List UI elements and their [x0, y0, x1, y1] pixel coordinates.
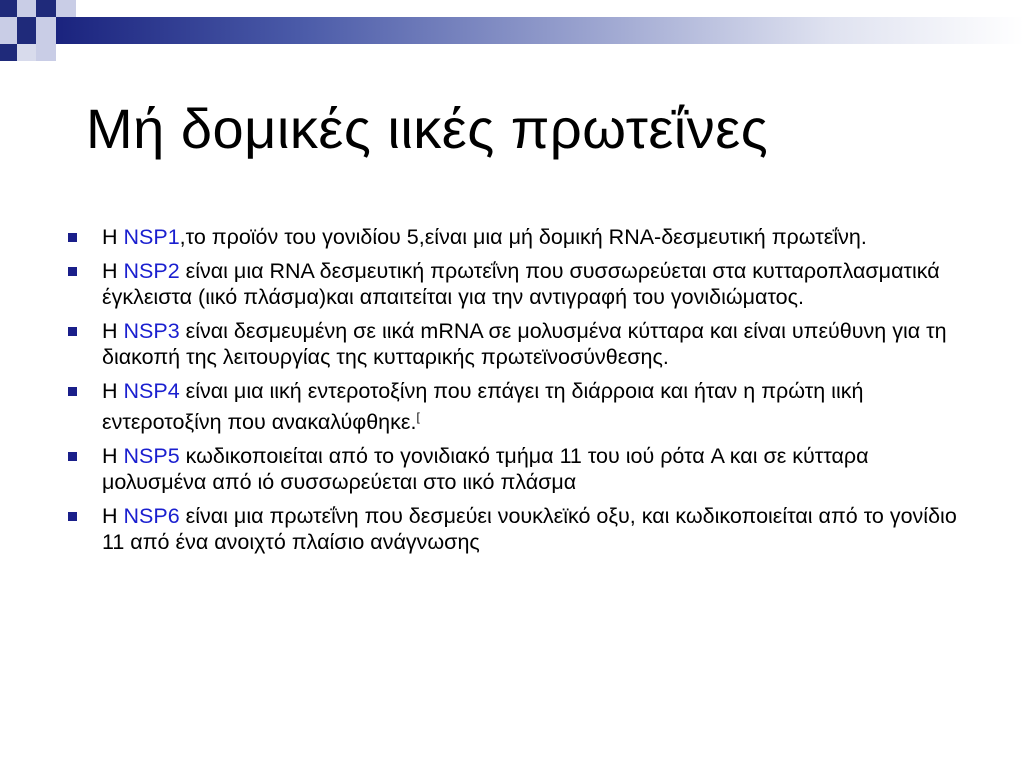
list-item: [64, 224, 964, 250]
slide-title: Μή δομικές ιικές πρωτεΐνες: [86, 97, 769, 160]
item-text: είναι μια πρωτεΐνη που δεσμεύει νουκλεϊκό οξυ, και κωδικοποιείται από το γονίδιο 11 από ένα ανοιχτό πλαίσιο ανάγνωσης: [102, 504, 957, 555]
nsp-link[interactable]: NSP2: [123, 259, 180, 283]
nsp-link[interactable]: NSP5: [123, 444, 180, 469]
item-prefix: Η: [102, 444, 124, 469]
decor-square: [0, 17, 17, 44]
bullet-list: [64, 224, 964, 563]
decor-square: [36, 44, 56, 61]
item-prefix: Η: [102, 225, 124, 249]
decor-square: [56, 0, 76, 17]
list-item: [64, 318, 964, 370]
list-item: [64, 378, 964, 435]
list-item: [64, 258, 964, 310]
item-prefix: Η: [102, 379, 124, 403]
nsp-link[interactable]: NSP1: [123, 225, 180, 249]
square-bullet-icon: [68, 327, 77, 336]
item-text: κωδικοποιείται από το γονιδιακό τμήμα 11 του ιού ρότα A και σε κύτταρα μολυσμένα από ιό συσσωρεύεται στο ιικό πλάσμα: [102, 444, 869, 495]
item-text: είναι δεσμευμένη σε ιικά mRNA σε μολυσμένα κύτταρα και είναι υπεύθυνη για τη διακοπή της λειτουργίας της κυτταρικής πρωτεϊνοσύνθεσης.: [102, 319, 947, 369]
square-bullet-icon: [68, 267, 77, 276]
decor-square: [0, 44, 17, 61]
item-text: είναι μια RNA δεσμευτική πρωτεΐνη που συσσωρεύεται στα κυτταροπλασματικά έγκλειστα (ιικό πλάσμα)και απαιτείται για την αντιγραφή του γονιδιώματος.: [102, 259, 940, 309]
header-gradient-bar: [56, 17, 1024, 44]
list-item: [64, 503, 964, 555]
square-bullet-icon: [68, 512, 77, 521]
item-prefix: Η: [102, 504, 124, 529]
decor-square: [36, 17, 56, 44]
nsp-link[interactable]: NSP4: [123, 379, 180, 403]
square-bullet-icon: [68, 233, 77, 242]
item-text: είναι μια ιική εντεροτοξίνη που επάγει τη διάρροια και ήταν η πρώτη ιική εντεροτοξίνη που ανακαλύφθηκε.: [102, 379, 864, 435]
nsp-link[interactable]: NSP6: [123, 504, 180, 529]
decor-square: [17, 17, 36, 44]
decor-square: [36, 0, 56, 17]
square-bullet-icon: [68, 387, 77, 396]
list-item: [64, 443, 964, 495]
square-bullet-icon: [68, 452, 77, 461]
nsp-link[interactable]: NSP3: [123, 319, 180, 343]
citation-marker[interactable]: [: [416, 410, 420, 424]
item-prefix: Η: [102, 259, 124, 283]
item-prefix: Η: [102, 319, 124, 343]
decor-square: [17, 0, 36, 17]
item-text: ,το προϊόν του γονιδίου 5,είναι μια μή δομική RNA-δεσμευτική πρωτεΐνη.: [179, 225, 867, 249]
decor-square: [17, 44, 36, 61]
decor-square: [0, 0, 17, 17]
